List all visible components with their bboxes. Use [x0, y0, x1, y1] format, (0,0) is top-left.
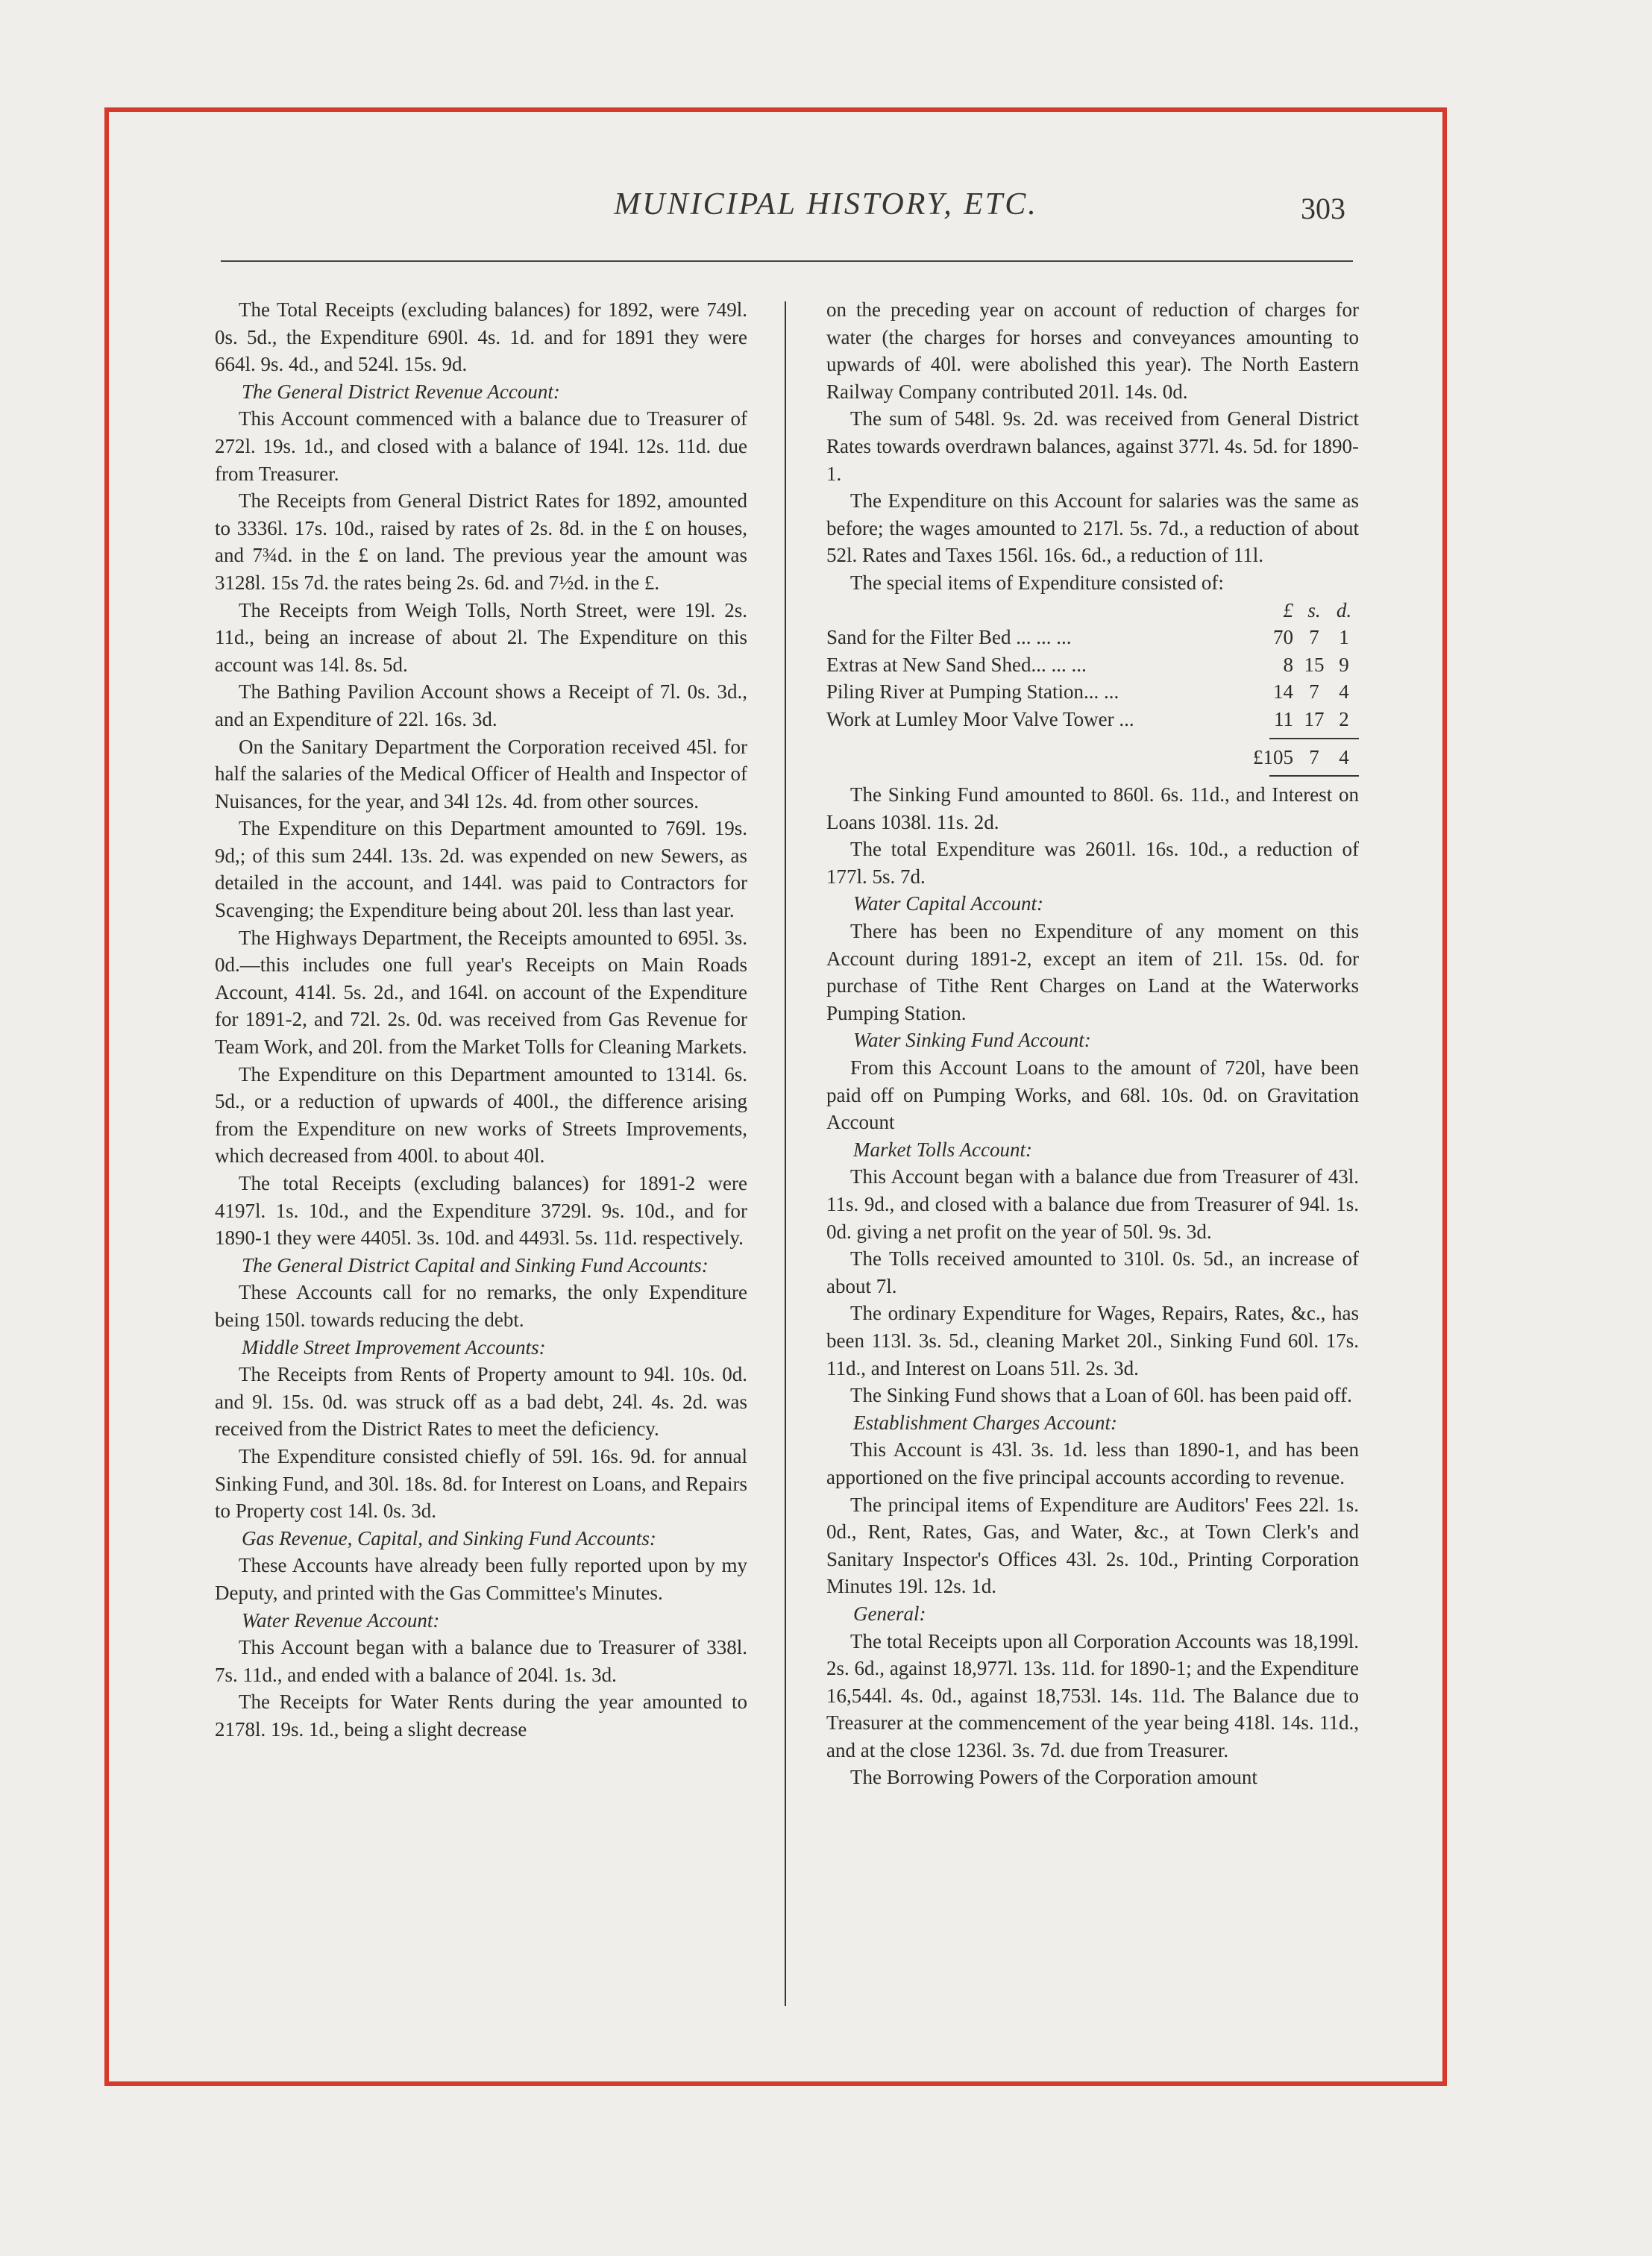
- section-heading: Middle Street Improvement Accounts:: [242, 1335, 546, 1359]
- table-total: [826, 744, 1359, 771]
- paragraph: On the Sanitary Department the Corporation received 45l. for half the salaries of the Medical Officer of Health and Inspector of Nuisances, for the year, and 34l 12s. 4d. from other sources.: [215, 735, 747, 812]
- row-pence: 4: [1339, 680, 1349, 704]
- row-pence: 2: [1339, 707, 1349, 730]
- paragraph: This Account is 43l. 3s. 1d. less than 1890-1, and has been apportioned on the five principal accounts according to revenue.: [826, 1438, 1359, 1488]
- section-heading: Market Tolls Account:: [853, 1138, 1032, 1161]
- shillings-header: s.: [1307, 598, 1321, 621]
- paragraph: The total Expenditure was 2601l. 16s. 10d., a reduction of 177l. 5s. 7d.: [826, 838, 1359, 888]
- paragraph: The Expenditure consisted chiefly of 59l. 16s. 9d. for annual Sinking Fund, and 30l. 18s. 8d. for Interest on Loans, and Repairs to Property cost 14l. 0s. 3d.: [215, 1444, 747, 1523]
- paragraph: The Expenditure on this Department amounted to 769l. 19s. 9d,; of this sum 244l. 13s. 2d. was expended on new Sewers, as detailed in the account, and 144l. was paid to Contractors for Scavenging; the Expenditure being about 20l. less than last year.: [215, 817, 747, 922]
- section-heading: The General District Capital and Sinking Fund Accounts:: [242, 1253, 709, 1276]
- running-title: MUNICIPAL HISTORY, ETC.: [614, 187, 1038, 222]
- paragraph: The Receipts from Weigh Tolls, North Street, were 19l. 2s. 11d., being an increase of about 2l. The Expenditure on this account was 14l. 8s. 5d.: [215, 598, 747, 676]
- section-heading: Water Capital Account:: [853, 892, 1043, 915]
- paragraph: The Receipts from General District Rates for 1892, amounted to 3336l. 17s. 10d., raised by rates of 2s. 8d. in the £ on houses, and 7¾d. in the £ on land. The previous year the amount was 3128l. 15s 7d. the rates being 2s. 6d. and 7½d. in the £.: [215, 489, 747, 594]
- row-pounds: 8: [1283, 653, 1293, 676]
- row-item: Work at Lumley Moor Valve Tower ...: [826, 707, 1134, 730]
- right-column-bottom: [826, 781, 1359, 1791]
- page-number: 303: [1301, 192, 1345, 225]
- section-heading: Water Sinking Fund Account:: [853, 1029, 1091, 1052]
- section-heading: The General District Revenue Account:: [242, 380, 560, 403]
- paragraph: From this Account Loans to the amount of 720l, have been paid off on Pumping Works, and 68l. 10s. 0d. on Gravitation Account: [826, 1056, 1359, 1134]
- section-heading: Water Revenue Account:: [242, 1608, 440, 1632]
- expenditure-table: [826, 597, 1359, 777]
- paragraph: on the preceding year on account of reduction of charges for water (the charges for horses and conveyances amounting to upwards of 40l. were abolished this year). The North Eastern Railway Company contributed 201l. 14s. 0d.: [826, 298, 1359, 403]
- row-pence: 9: [1339, 653, 1349, 676]
- row-shillings: 17: [1304, 707, 1325, 730]
- paragraph: The principal items of Expenditure are Auditors' Fees 22l. 1s. 0d., Rent, Rates, Gas, and Water, &c., at Town Clerk's and Sanitary Inspector's Offices 43l. 2s. 10d., Printing Corporation Minutes 19l. 12s. 1d.: [826, 1493, 1359, 1598]
- left-column: [215, 296, 747, 1743]
- row-shillings: 7: [1309, 680, 1319, 704]
- row-shillings: 7: [1309, 626, 1319, 649]
- paragraph: These Accounts call for no remarks, the only Expenditure being 150l. towards reducing the debt.: [215, 1281, 747, 1331]
- paragraph: The Borrowing Powers of the Corporation amount: [850, 1766, 1257, 1789]
- row-pence: 1: [1339, 626, 1349, 649]
- paragraph: The sum of 548l. 9s. 2d. was received from General District Rates towards overdrawn balances, against 377l. 4s. 5d. for 1890-1.: [826, 407, 1359, 485]
- total-pence: 4: [1339, 745, 1349, 768]
- row-pounds: 11: [1274, 707, 1293, 730]
- pence-header: d.: [1336, 598, 1352, 621]
- paragraph: The Receipts from Rents of Property amount to 94l. 10s. 0d. and 9l. 15s. 0d. was struck off as a bad debt, 24l. 4s. 2d. was received from the District Rates to meet the deficiency.: [215, 1363, 747, 1441]
- table-sum-rule: [1269, 738, 1359, 739]
- table-header: [826, 597, 1359, 624]
- table-total-rule: [1269, 775, 1359, 777]
- paragraph: The total Receipts (excluding balances) for 1891-2 were 4197l. 1s. 10d., and the Expenditure 3729l. 9s. 10d., and for 1890-1 they were 4405l. 3s. 10d. and 4493l. 5s. 11d. respectively.: [215, 1172, 747, 1250]
- pounds-header: £: [1283, 598, 1293, 621]
- paragraph: The Receipts for Water Rents during the year amounted to 2178l. 19s. 1d., being a slight decrease: [215, 1691, 747, 1740]
- table-row: [826, 624, 1359, 651]
- paragraph: The Expenditure on this Account for salaries was the same as before; the wages amounted to 217l. 5s. 7d., a reduction of about 52l. Rates and Taxes 156l. 16s. 6d., a reduction of 11l.: [826, 489, 1359, 567]
- paragraph: These Accounts have already been fully reported upon by my Deputy, and printed with the Gas Committee's Minutes.: [215, 1554, 747, 1604]
- row-item: Sand for the Filter Bed ... ... ...: [826, 626, 1072, 649]
- paragraph: The Bathing Pavilion Account shows a Receipt of 7l. 0s. 3d., and an Expenditure of 22l. 16s. 3d.: [215, 680, 747, 730]
- table-row: [826, 706, 1359, 733]
- right-column: [826, 296, 1359, 1791]
- column-divider: [785, 301, 786, 2006]
- row-pounds: 70: [1273, 626, 1293, 649]
- paragraph: The total Receipts upon all Corporation Accounts was 18,199l. 2s. 6d., against 18,977l. 13s. 11d. for 1890-1; and the Expenditure 16,544l. 4s. 0d., against 18,753l. 14s. 11d. The Balance due to Treasurer at the commencement of the year being 418l. 14s. 11d., and at the close 1236l. 3s. 7d. due from Treasurer.: [826, 1629, 1359, 1761]
- total-shillings: 7: [1309, 745, 1319, 768]
- right-column-top: [826, 296, 1359, 597]
- row-item: Piling River at Pumping Station... ...: [826, 680, 1119, 704]
- paragraph: The ordinary Expenditure for Wages, Repairs, Rates, &c., has been 113l. 3s. 5d., cleaning Market 20l., Sinking Fund 60l. 17s. 11d., and Interest on Loans 51l. 2s. 3d.: [826, 1302, 1359, 1379]
- header-rule: [221, 260, 1353, 262]
- paragraph: This Account began with a balance due to Treasurer of 338l. 7s. 11d., and ended with a balance of 204l. 1s. 3d.: [215, 1636, 747, 1686]
- paragraph: The special items of Expenditure consisted of:: [850, 571, 1224, 594]
- row-shillings: 15: [1304, 653, 1325, 676]
- paragraph: This Account began with a balance due from Treasurer of 43l. 11s. 9d., and closed with a balance due from Treasurer of 94l. 1s. 0d. giving a net profit on the year of 50l. 9s. 3d.: [826, 1165, 1359, 1243]
- paragraph: The Sinking Fund amounted to 860l. 6s. 11d., and Interest on Loans 1038l. 11s. 2d.: [826, 783, 1359, 833]
- row-pounds: 14: [1273, 680, 1293, 704]
- table-row: [826, 678, 1359, 706]
- paragraph: This Account commenced with a balance due to Treasurer of 272l. 19s. 1d., and closed with a balance of 194l. 12s. 11d. due from Treasurer.: [215, 407, 747, 485]
- paragraph: There has been no Expenditure of any moment on this Account during 1891-2, except an item of 21l. 15s. 0d. for purchase of Tithe Rent Charges on Land at the Waterworks Pumping Station.: [826, 920, 1359, 1024]
- row-item: Extras at New Sand Shed... ... ...: [826, 653, 1087, 676]
- table-row: [826, 651, 1359, 679]
- paragraph: The Highways Department, the Receipts amounted to 695l. 3s. 0d.—this includes one full year's Receipts on Main Roads Account, 414l. 5s. 2d., and 164l. on account of the Expenditure for 1891-2, and 72l. 2s. 0d. was received from Gas Revenue for Team Work, and 20l. from the Market Tolls for Cleaning Markets.: [215, 926, 747, 1059]
- section-heading: Establishment Charges Account:: [853, 1411, 1117, 1434]
- section-heading: Gas Revenue, Capital, and Sinking Fund Accounts:: [242, 1526, 656, 1550]
- paragraph: The Sinking Fund shows that a Loan of 60l. has been paid off.: [850, 1384, 1352, 1407]
- total-pounds: £105: [1253, 745, 1293, 768]
- paragraph: The Total Receipts (excluding balances) for 1892, were 749l. 0s. 5d., the Expenditure 690l. 4s. 1d. and for 1891 they were 664l. 9s. 4d., and 524l. 15s. 9d.: [215, 298, 747, 376]
- paragraph: The Tolls received amounted to 310l. 0s. 5d., an increase of about 7l.: [826, 1247, 1359, 1297]
- section-heading: General:: [853, 1602, 926, 1625]
- paragraph: The Expenditure on this Department amounted to 1314l. 6s. 5d., or a reduction of upwards of 400l., the difference arising from the Expenditure on new works of Streets Improvements, which decreased from 400l. to about 40l.: [215, 1062, 747, 1168]
